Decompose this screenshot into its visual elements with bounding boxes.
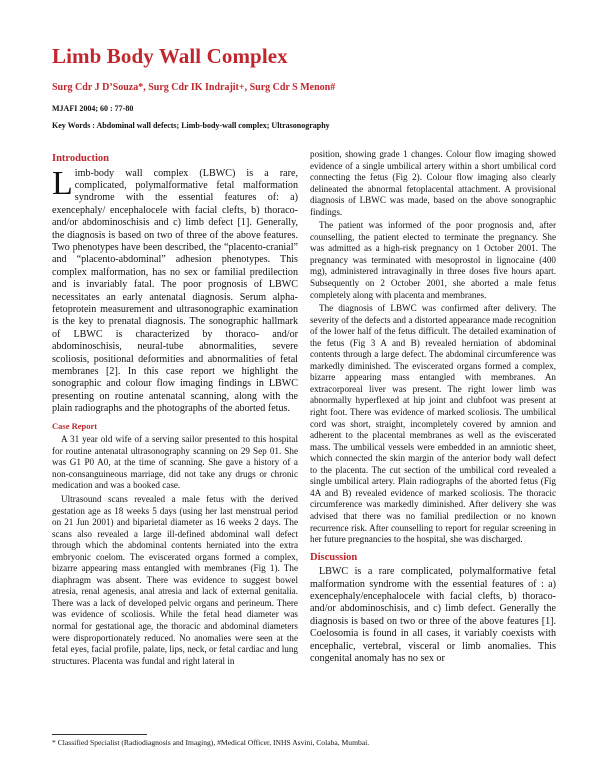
journal-citation: MJAFI 2004; 60 : 77-80: [52, 104, 134, 113]
discussion-heading: Discussion: [310, 551, 358, 563]
drop-cap: L: [52, 164, 73, 202]
case-report-paragraph-1: A 31 year old wife of a serving sailor presented to this hospital for routine antenatal ultrasonography scanning on 29 Sep 01. She was G1 P0 A0, at the time of scanning. She gave a history of a non-consanguineous marriage, did not take any drugs or chronic medication and was a booked case.: [52, 434, 298, 491]
case-report-continued: position, showing grade 1 changes. Colour flow imaging showed evidence of a single umbilical artery within a short umbilical cord connecting the fetus (Fig 2). Colour flow imaging also clearly delineated the abnormal fetoplacental attachment. A provisional diagnosis of LBWC was made, based on the above sonographic findings.: [310, 149, 556, 217]
case-report-paragraph-2: Ultrasound scans revealed a male fetus with the derived gestation age as 18 weeks 5 days (using her last menstrual period on 21 Jun 2001) and biparietal diameter as 16 weeks 2 days. The scans also revealed a large ill-defined abdominal wall defect through which the abdominal contents herniated into the extra embryonic coelom. The eviscerated organs formed a complex, bizarre appearing mass entangled with membranes (Fig 1). The diaphragm was absent. There was evidence to suggest bowel atresia, renal agenesis, anal atresia and lack of external genitalia. There was a lack of developed pelvic organs and perineum. There was evidence of scoliosis. While the fetal head diameter was normal for gestational age, the thoracic and abdominal diameters were disproportionately reduced. No anomalies were seen at the fetal eyes, facial profile, palate, lips, neck, or fetal cardiac and lung structures. Placenta was fundal and right lateral in: [52, 493, 298, 666]
case-report-heading: Case Report: [52, 420, 98, 431]
introduction-heading: Introduction: [52, 153, 109, 164]
right-column: [310, 149, 556, 665]
case-report-paragraph-4: The diagnosis of LBWC was confirmed after delivery. The severity of the defects and a distorted appearance made recognition of the lower half of the fetus difficult. The detailed examination of the fetus (Fig 3 A and B) revealed herniation of abdominal contents through a large defect. The abdominal circumference was markedly diminished. The eviscerated organs formed a complex, bizarre appearing mass entangled with membranes. An extracorporeal liver was present. The right lower limb was abnormally hyperflexed at hip joint and clubfoot was present at right foot. There was evidence of marked scoliosis. The umbilical cord was short, straight, incompletely covered by amnion and adherent to the placental membranes as well as the eviscerated mass. The umbilical vessels were embedded in an amniotic sheet, which connected the skin margin of the anterior body wall defect to the placenta. The cut section of the umbilical cord revealed a single umbilical artery. Plain radiographs of the aborted fetus (Fig 4A and B) revealed evidence of marked scoliosis. The thoracic circumference was markedly diminished. After delivery she was advised that there was no familial predilection or no known recurrence risk. After counselling to report for regular screening in her future pregnancies to the hospital, she was discharged.: [310, 303, 556, 545]
introduction-text: imb-body wall complex (LBWC) is a rare, complicated, polymalformative fetal malformation syndrome with the essential features of: a) exencephaly/ encephalocele with facial clefts, b) thoraco-and/or abdominoschisis and c) limb defect [1]. Generally, the diagnosis is based on two of three of the above features. Two phenotypes have been described, the “placento-cranial” and “placento-abdominal” adhesion phenotypes. This complex malformation, has no sex or familial predilection and is invariably fatal. The poor prognosis of LBWC necessitates an early antenatal diagnosis. Serum alpha-fetoprotein measurement and ultrasonographic examination is the key to prenatal diagnosis. The sonographic hallmark of LBWC is characterized by thoraco- and/or abdominoschisis, neural-tube abnormalities, severe scoliosis, positional deformities and abnormalities of fetal membranes [2]. In this case report we highlight the sonographic and colour flow imaging findings in LBWC presenting on routine antenatal scanning, along with the plain radiographs and the photographs of the aborted fetus.: [52, 167, 298, 415]
case-report-paragraph-3: The patient was informed of the poor prognosis and, after counselling, the patient elected to terminate the pregnancy. She was admitted as a high-risk pregnancy on 1 October 2001. The pregnancy was terminated with mesoprostol in lignocaine (400 mg), administered intravaginally in three doses five hours apart. Subsequently on 2 October 2001, she aborted a male fetus completely along with placenta and membranes.: [310, 220, 556, 300]
footnote: * Classified Specialist (Radiodiagnosis and Imaging), #Medical Officer, INHS Asvini, Colaba, Mumbai.: [52, 738, 370, 747]
left-column: [52, 146, 298, 667]
author-list: Surg Cdr J D’Souza*, Surg Cdr IK Indrajit+, Surg Cdr S Menon#: [52, 82, 336, 93]
discussion-paragraph: LBWC is a rare complicated, polymalformative fetal malformation syndrome with the essential features of : a) exencephaly/encephalocele with facial clefts, b) thoraco- and/or abdominoschisis, and c) limb defect. Generally the diagnosis is based on two or three of the above features [1]. Coelosomia is found in all cases, it variably coexists with encephalic, vertebral, visceral or limb anomalies. This congenital anomaly has no sex or: [310, 566, 556, 664]
keywords: Key Words : Abdominal wall defects; Limb-body-wall complex; Ultrasonography: [52, 121, 330, 130]
introduction-paragraph: [52, 164, 298, 416]
article-title: Limb Body Wall Complex: [52, 44, 288, 68]
footnote-rule: [52, 734, 147, 735]
